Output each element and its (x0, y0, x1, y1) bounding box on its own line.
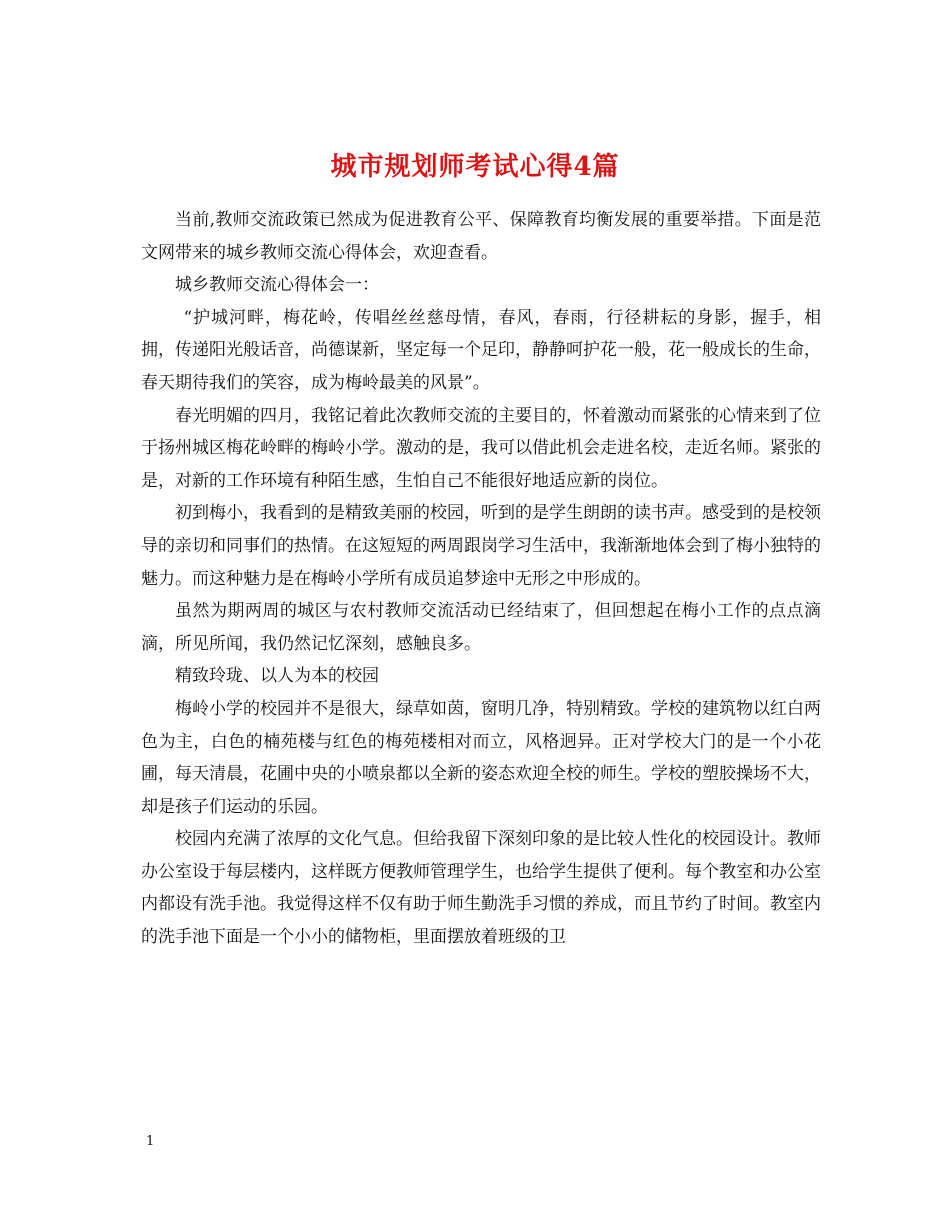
paragraph-campus: 梅岭小学的校园并不是很大，绿草如茵，窗明几净，特别精致。学校的建筑物以红白两色为主，白色的楠苑楼与红色的梅苑楼相对而立，风格迥异。正对学校大门的是一个小花圃，每天清晨，花圃中央的小喷泉都以全新的姿态欢迎全校的师生。学校的塑胶操场不大，却是孩子们运动的乐园。 (141, 698, 821, 817)
page-number: 1 (146, 1134, 155, 1149)
paragraph-quote: “护城河畔，梅花岭，传唱丝丝慈母情，春风，春雨，行径耕耘的身影，握手，相拥，传递阳光般话音，尚德谋新，坚定每一个足印，静静呵护花一般，花一般成长的生命，春天期待我们的笑容，成为梅岭最美的风景”。 (141, 307, 821, 393)
paragraph-subheading: 精致玲珑、以人为本的校园 (175, 666, 379, 687)
paragraph-section-heading: 城乡教师交流心得体会一： (175, 275, 379, 296)
paragraph-first-impression: 初到梅小，我看到的是精致美丽的校园，听到的是学生朗朗的读书声。感受到的是校领导的亲切和同事们的热情。在这短短的两周跟岗学习生活中，我渐渐地体会到了梅小独特的魅力。而这种魅力是在梅岭小学所有成员追梦途中无形之中形成的。 (141, 503, 821, 589)
paragraph-intro: 当前,教师交流政策已然成为促进教育公平、保障教育均衡发展的重要举措。下面是范文网带来的城乡教师交流心得体会，欢迎查看。 (141, 210, 821, 263)
paragraph-reflection: 虽然为期两周的城区与农村教师交流活动已经结束了，但回想起在梅小工作的点点滴滴，所见所闻，我仍然记忆深刻，感触良多。 (141, 601, 821, 654)
document-title: 城市规划师考试心得4篇 (330, 152, 620, 183)
paragraph-culture: 校园内充满了浓厚的文化气息。但给我留下深刻印象的是比较人性化的校园设计。教师办公室设于每层楼内，这样既方便教师管理学生，也给学生提供了便利。每个教室和办公室内都设有洗手池。我觉得这样不仅有助于师生勤洗手习惯的养成，而且节约了时间。教室内的洗手池下面是一个小小的储物柜，里面摆放着班级的卫 (141, 829, 821, 948)
document-body (141, 204, 821, 954)
paragraph-arrival: 春光明媚的四月，我铭记着此次教师交流的主要目的，怀着激动而紧张的心情来到了位于扬州城区梅花岭畔的梅岭小学。激动的是，我可以借此机会走进名校，走近名师。紧张的是，对新的工作环境有种陌生感，生怕自己不能很好地适应新的岗位。 (141, 405, 821, 491)
